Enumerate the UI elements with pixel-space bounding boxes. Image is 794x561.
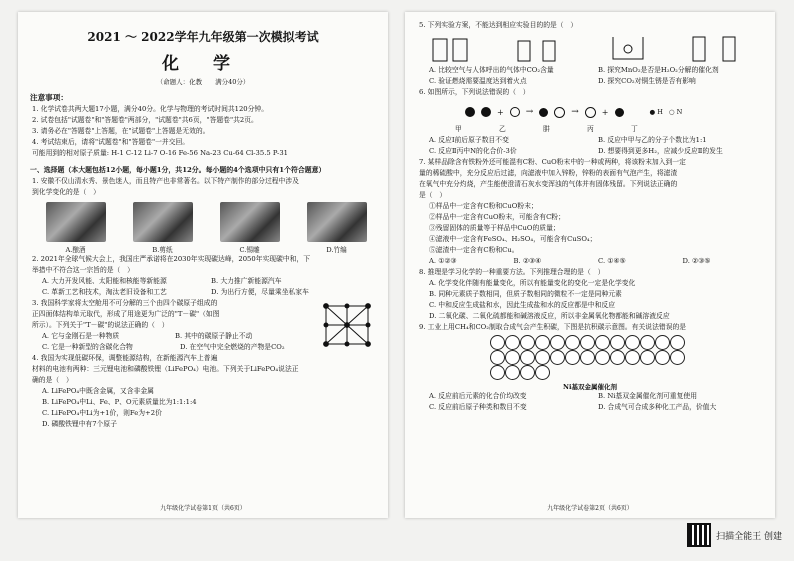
question-3-cont: 所示）。下列关于"T－碳"的说法正确的（ ） <box>32 321 169 329</box>
ni-atom <box>670 335 685 350</box>
legend-h: ● H <box>649 108 663 116</box>
question-2-options-ab: A. 大力开发风能、太阳能和核能等新能源 B. 大力推广新能源汽车 <box>42 277 282 285</box>
question-8-option-c: C. 中和反应生成盐和水，因此生成盐和水的反应都是中和反应 <box>429 301 615 309</box>
question-4: 4. 我国为实现低碳环保，调整能源结构，在新能源汽车上普遍 <box>32 354 218 362</box>
t-carbon-structure-figure <box>318 298 376 352</box>
atomic-mass-line: 可能用到的相对原子质量: H-1 C-12 Li-7 O-16 Fe-56 Na-23 Cu-64 Cl-35.5 P-31 <box>32 149 289 157</box>
question-9-options-ab: A. 反应前后元素的化合价均改变 B. Ni基双金属催化剂可重复使用 <box>429 392 697 400</box>
ni-atom <box>565 350 580 365</box>
question-6-options-cd: C. 反应Ⅱ丙中N的化合价-3价 D. 想要得到更多H₂，应减少反应Ⅱ的发生 <box>429 147 723 155</box>
statement-3: ③残留固体的质量等于样品中CuO的质量； <box>429 224 560 232</box>
ni-atom <box>490 350 505 365</box>
notice-title: 注意事项： <box>30 93 68 102</box>
scanner-label: 扫描全能王 创建 <box>716 531 782 542</box>
ni-atom <box>535 350 550 365</box>
ni-atom <box>535 365 550 380</box>
subject-title: 化 学 <box>162 54 244 74</box>
ni-atom <box>625 350 640 365</box>
ni-atom <box>565 335 580 350</box>
ni-atom <box>535 335 550 350</box>
exam-page-2 <box>405 12 775 518</box>
question-5-options-cd: C. 验证燃烧需要温度达到着火点 D. 探究CO₂对铜生锈是否有影响 <box>429 77 696 85</box>
ni-atom <box>610 335 625 350</box>
ni-atom <box>520 335 535 350</box>
question-7: 7. 某样品除含有铁粉外还可能混有C粉、CuO粉末中的一种或两种，将该粉末加入到一定 <box>419 158 686 166</box>
ni-atom <box>505 350 520 365</box>
ni-atom <box>550 335 565 350</box>
question-7-cont: 在氧气中充分灼烧，产生能使澄清石灰水变浑浊的气体并有固体残留。下列说法正确的 <box>419 180 678 188</box>
ni-atom <box>595 350 610 365</box>
ni-atom <box>610 350 625 365</box>
option-a-photo: A.酿酒 <box>44 202 108 254</box>
statement-4: ④滤液中一定含有FeSO₄、H₂SO₄，可能含有CuSO₄； <box>429 235 597 243</box>
ni-atom <box>640 335 655 350</box>
question-4-cont: 材料的电池有两种：三元锂电池和磷酸铁锂（LiFePO₄）电池。下列关于LiFePO₄说法正 <box>32 365 299 373</box>
question-4-option-a: A. LiFePO₄中既含金属，又含非金属 <box>42 387 154 395</box>
ni-atom <box>595 335 610 350</box>
question-4-option-b: B. LiFePO₄中Li、Fe、P、O元素质量比为1:1:1:4 <box>42 398 197 406</box>
ni-atom <box>625 335 640 350</box>
question-2-options-cd: C. 革新工艺和技术，淘汰老旧设备和工艺 D. 为出行方便，尽量乘坐私家车 <box>42 288 309 296</box>
statement-2: ②样品中一定含有CuO粉末，可能含有C粉； <box>429 213 565 221</box>
question-2: 2. 2021年全球气候大会上，我国庄严承诺将在2030年实现碳达峰，2050年实现碳中和，下 <box>32 255 311 263</box>
question-8-option-d: D. 二氧化碳、二氧化硫都能和碱溶液反应，所以非金属氧化物都能和碱溶液反应 <box>429 312 670 320</box>
ni-atom <box>505 335 520 350</box>
ni-atom <box>520 365 535 380</box>
ni-atom <box>490 335 505 350</box>
question-4-option-d: D. 磷酸铁锂中有7个原子 <box>42 420 118 428</box>
option-c-photo: C.锡雕 <box>218 202 282 254</box>
ni-atom <box>670 350 685 365</box>
question-1-images <box>32 202 380 254</box>
ni-atom <box>490 365 505 380</box>
question-8-option-a: A. 化学变化伴随有能量变化，所以有能量变化的变化一定是化学变化 <box>429 279 636 287</box>
exam-page-1 <box>18 12 388 518</box>
question-7-cont: 量的稀硫酸中，充分反应后过滤，向滤液中加入锌粉，锌粉的表面有气泡产生，将滤渣 <box>419 169 678 177</box>
exam-meta: （命题人：化教 满分40分） <box>156 78 250 86</box>
ni-atom <box>655 350 670 365</box>
figure-caption: Ni基双金属催化剂 <box>563 383 617 391</box>
option-b-photo: B.剪纸 <box>131 202 195 254</box>
ni-atom <box>580 335 595 350</box>
exam-title: 2021 ～ 2022学年九年级第一次模拟考试 <box>87 30 319 44</box>
option-d-photo: D.竹编 <box>305 202 369 254</box>
nickel-catalyst-figure <box>405 335 775 391</box>
question-6-reaction-figure: + → → + ● H ○ N <box>465 100 775 124</box>
page-footer: 九年级化学试卷第2页（共6页） <box>547 505 633 512</box>
section-1-heading: 一、选择题（本大题包括12小题，每小题1分，共12分。每小题的4个选项中只有1个符合题意） <box>30 166 326 174</box>
question-1: 1. 安徽不仅山清水秀、景色迷人，而且特产也非常著名。以下特产制作的部分过程中涉及 <box>32 177 299 185</box>
question-6: 6. 如图所示，下列说法错误的（ ） <box>419 88 530 96</box>
question-7-options: A. ①②③ B. ②③④ C. ①④⑤ D. ②③⑤ <box>429 257 711 265</box>
question-7-cont: 是（ ） <box>419 191 447 199</box>
question-2-cont: 举措中不符合这一宗旨的是（ ） <box>32 266 134 274</box>
question-8-option-b: B. 同种元素质子数相同，但质子数相同的微粒不一定是同种元素 <box>429 290 622 298</box>
notice-line: 4. 考试结束后，请将"试题卷"和"答题卷"一并交回。 <box>32 138 190 146</box>
question-5-apparatus-figure <box>423 31 763 65</box>
question-3-options-ab: A. 它与金刚石是一种物质 B. 其中的碳原子静止不动 <box>42 332 253 340</box>
question-6-options-ab: A. 反应Ⅰ前后原子数目不变 B. 反应中甲与乙的分子个数比为1:1 <box>429 136 707 144</box>
question-6-labels: 甲 乙 肼 丙 丁 <box>455 125 638 133</box>
qr-code-icon <box>687 523 711 547</box>
question-4-option-c: C. LiFePO₄中Li为+1价，则Fe为+2价 <box>42 409 162 417</box>
legend-n: ○ N <box>668 108 683 116</box>
ni-atom <box>505 365 520 380</box>
question-9: 9. 工业上用CH₄和CO₂制取合成气会产生积碳，下图是抗积碳示意图。有关说法错误的是 <box>419 323 687 331</box>
ni-atom <box>640 350 655 365</box>
ni-atom <box>655 335 670 350</box>
question-3: 3. 我国科学家将太空舱用不可分解的三个由四个碳原子组成的 <box>32 299 218 307</box>
question-1-cont: 到化学变化的是（ ） <box>32 188 100 196</box>
question-3-options-cd: C. 它是一种新型的含碳化合物 D. 在空气中完全燃烧的产物是CO₂ <box>42 343 285 351</box>
notice-line: 2. 试卷包括"试题卷"和"答题卷"两部分，"试题卷"共6页，"答题卷"共2页。 <box>32 116 258 124</box>
ni-atom <box>580 350 595 365</box>
question-3-cont: 正四面体结构单元取代，形成了用途更为广泛的"T－碳"（如图 <box>32 310 220 318</box>
question-4-cont: 确的是（ ） <box>32 376 73 384</box>
ni-atom <box>520 350 535 365</box>
ni-atom <box>550 350 565 365</box>
question-9-options-cd: C. 反应前后原子种类和数目不变 D. 合成气可合成多种化工产品，价值大 <box>429 403 717 411</box>
scanner-watermark <box>687 523 782 547</box>
notice-line: 3. 请务必在"答题卷"上答题，在"试题卷"上答题是无效的。 <box>32 127 210 135</box>
question-5: 5. 下列实验方案，不能达到相应实验目的的是（ ） <box>419 21 578 29</box>
question-5-options-ab: A. 比较空气与人体呼出的气体中CO₂含量 B. 探究MnO₂是否是H₂O₂分解的催化剂 <box>429 66 719 74</box>
question-8: 8. 推理是学习化学的一种重要方法。下列推理合理的是（ ） <box>419 268 605 276</box>
statement-5: ⑤滤渣中一定含有C粉和Cu。 <box>429 246 519 254</box>
statement-1: ①样品中一定含有C粉和CuO粉末； <box>429 202 538 210</box>
notice-line: 1. 化学试卷共两大题17小题，满分40分。化学与物理的考试时间共120分钟。 <box>32 105 269 113</box>
page-footer: 九年级化学试卷第1页（共6页） <box>160 505 246 512</box>
